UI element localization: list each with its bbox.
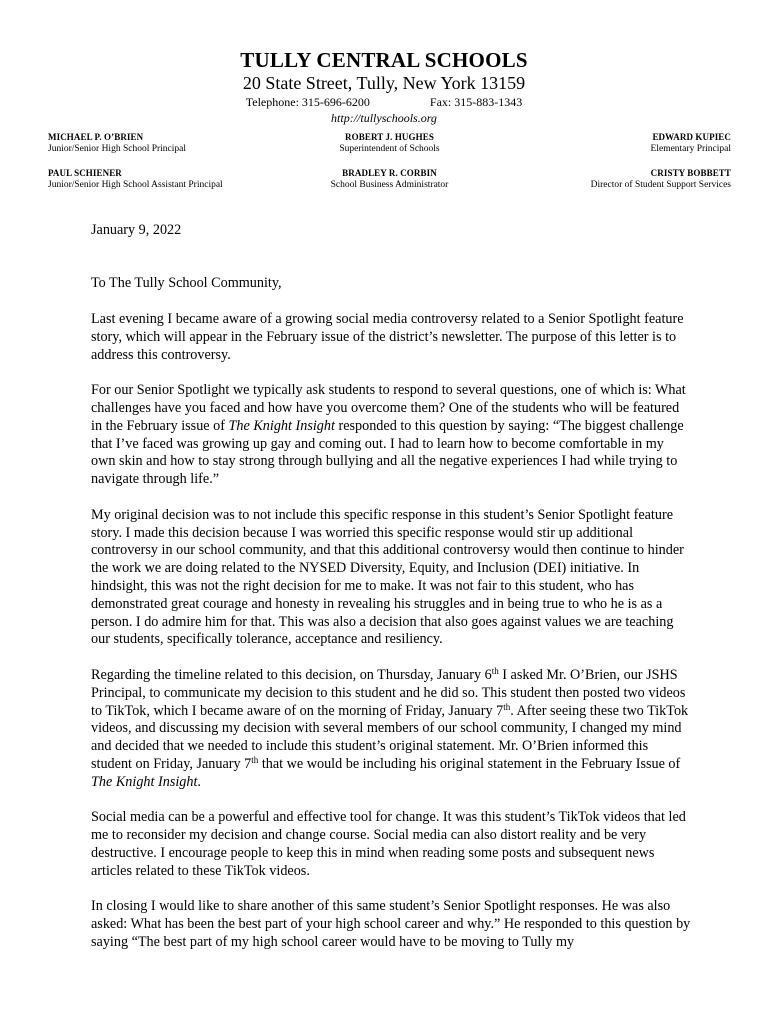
publication-title: The Knight Insight (91, 773, 198, 790)
staff-title: Junior/Senior High School Principal (48, 144, 187, 154)
text-run: I asked Mr. O’Brien, our JSHS Principal, to communicate my decision to this student and he did so. This student then posted two videos to TikTok, which I became aware of on the morning of Friday, January 7 (91, 666, 686, 719)
salutation: To The Tully School Community, (91, 275, 282, 292)
staff-row-1 (48, 131, 731, 157)
staff-title: Junior/Senior High School Assistant Principal (48, 180, 223, 190)
text-run: . (197, 773, 201, 790)
staff-name: PAUL SCHIENER (48, 168, 122, 178)
paragraph: Social media can be a powerful and effective tool for change. It was this student’s TikTok videos that led me to reconsider my decision and change course. Social media can also distort reality and be very destructive. I encourage people to keep this in mind when reading some posts and subsequent news articles related to these TikTok videos. (91, 809, 686, 879)
staff-entry (331, 167, 449, 191)
text-run: . After seeing these two TikTok videos, and discussing my decision with several members of our school community, I changed my mind and decided that we needed to include this student’s original statement. Mr. O’Brien informed this student on Friday, January 7 (91, 702, 689, 772)
ordinal-suffix: th (491, 665, 499, 676)
paragraph: Last evening I became aware of a growing social media controversy related to a Senior Spotlight feature story, which will appear in the February issue of the district’s newsletter. The purpose of this letter is to address this controversy. (91, 310, 684, 363)
staff-entry (339, 131, 439, 155)
staff-name: MICHAEL P. O’BRIEN (48, 132, 144, 142)
publication-title: The Knight Insight (228, 417, 335, 434)
telephone: Telephone: 315-696-6200 (245, 95, 370, 109)
text-run: responded to this question by saying: “The biggest challenge that I’ve faced was growing up gay and coming out. I had to learn how to become comfortable in my own skin and how to stay strong through bullying and all the negative experiences I had while trying to navigate through life.” (91, 417, 684, 488)
paragraph (91, 667, 691, 792)
paragraph (91, 382, 691, 489)
website-link[interactable]: http://tullyschools.org (331, 111, 437, 125)
staff-row-2 (48, 167, 731, 193)
staff-name: BRADLEY R. CORBIN (342, 168, 437, 178)
ordinal-suffix: th (251, 754, 259, 765)
letterhead (0, 48, 768, 126)
text-run: Regarding the timeline related to this decision, on Thursday, January 6 (91, 666, 492, 683)
staff-name: ROBERT J. HUGHES (345, 132, 434, 142)
letter-body (91, 222, 691, 969)
staff-entry (651, 131, 731, 155)
staff-title: Director of Student Support Services (590, 180, 731, 190)
fax: Fax: 315-883-1343 (429, 95, 523, 109)
district-address: 20 State Street, Tully, New York 13159 (242, 73, 526, 93)
ordinal-suffix: th (503, 701, 511, 712)
text-run: that we would be including his original statement in the February Issue of (258, 755, 681, 772)
staff-title: School Business Administrator (330, 180, 449, 190)
staff-title: Elementary Principal (650, 144, 731, 154)
staff-entry (48, 131, 186, 155)
contact-numbers (0, 94, 768, 110)
letter-date: January 9, 2022 (91, 222, 182, 238)
staff-entry (591, 167, 731, 191)
paragraph: My original decision was to not include this specific response in this student’s Senior Spotlight feature story. I made this decision because I was worried this specific response would stir up additional controversy in our school community, and that this additional controversy would then continue to hinder the work we are doing related to the NYSED Diversity, Equity, and Inclusion (DEI) initiative. In hindsight, this was not the right decision for me to make. It was not fair to this student, who has demonstrated great courage and honesty in revealing his struggles and in being true to who he is as a person. I do admire him for that. This was also a decision that also goes against values we are teaching our students, specifically tolerance, acceptance and resiliency. (91, 506, 684, 648)
staff-title: Superintendent of Schools (339, 144, 440, 154)
text-run: For our Senior Spotlight we typically ask students to respond to several questions, one of which is: What challenges have you faced and how have you overcome them? One of the students who will be featured in the February issue of (91, 382, 686, 434)
paragraph: In closing I would like to share another of this same student’s Senior Spotlight responses. He was also asked: What has been the best part of your high school career and why.” He responded to this question by saying “The best part of my high school career would have to be moving to Tully my (91, 898, 691, 950)
staff-name: EDWARD KUPIEC (652, 132, 731, 142)
district-name: TULLY CENTRAL SCHOOLS (240, 48, 528, 72)
staff-name: CRISTY BOBBETT (650, 168, 731, 178)
staff-entry (48, 167, 223, 191)
